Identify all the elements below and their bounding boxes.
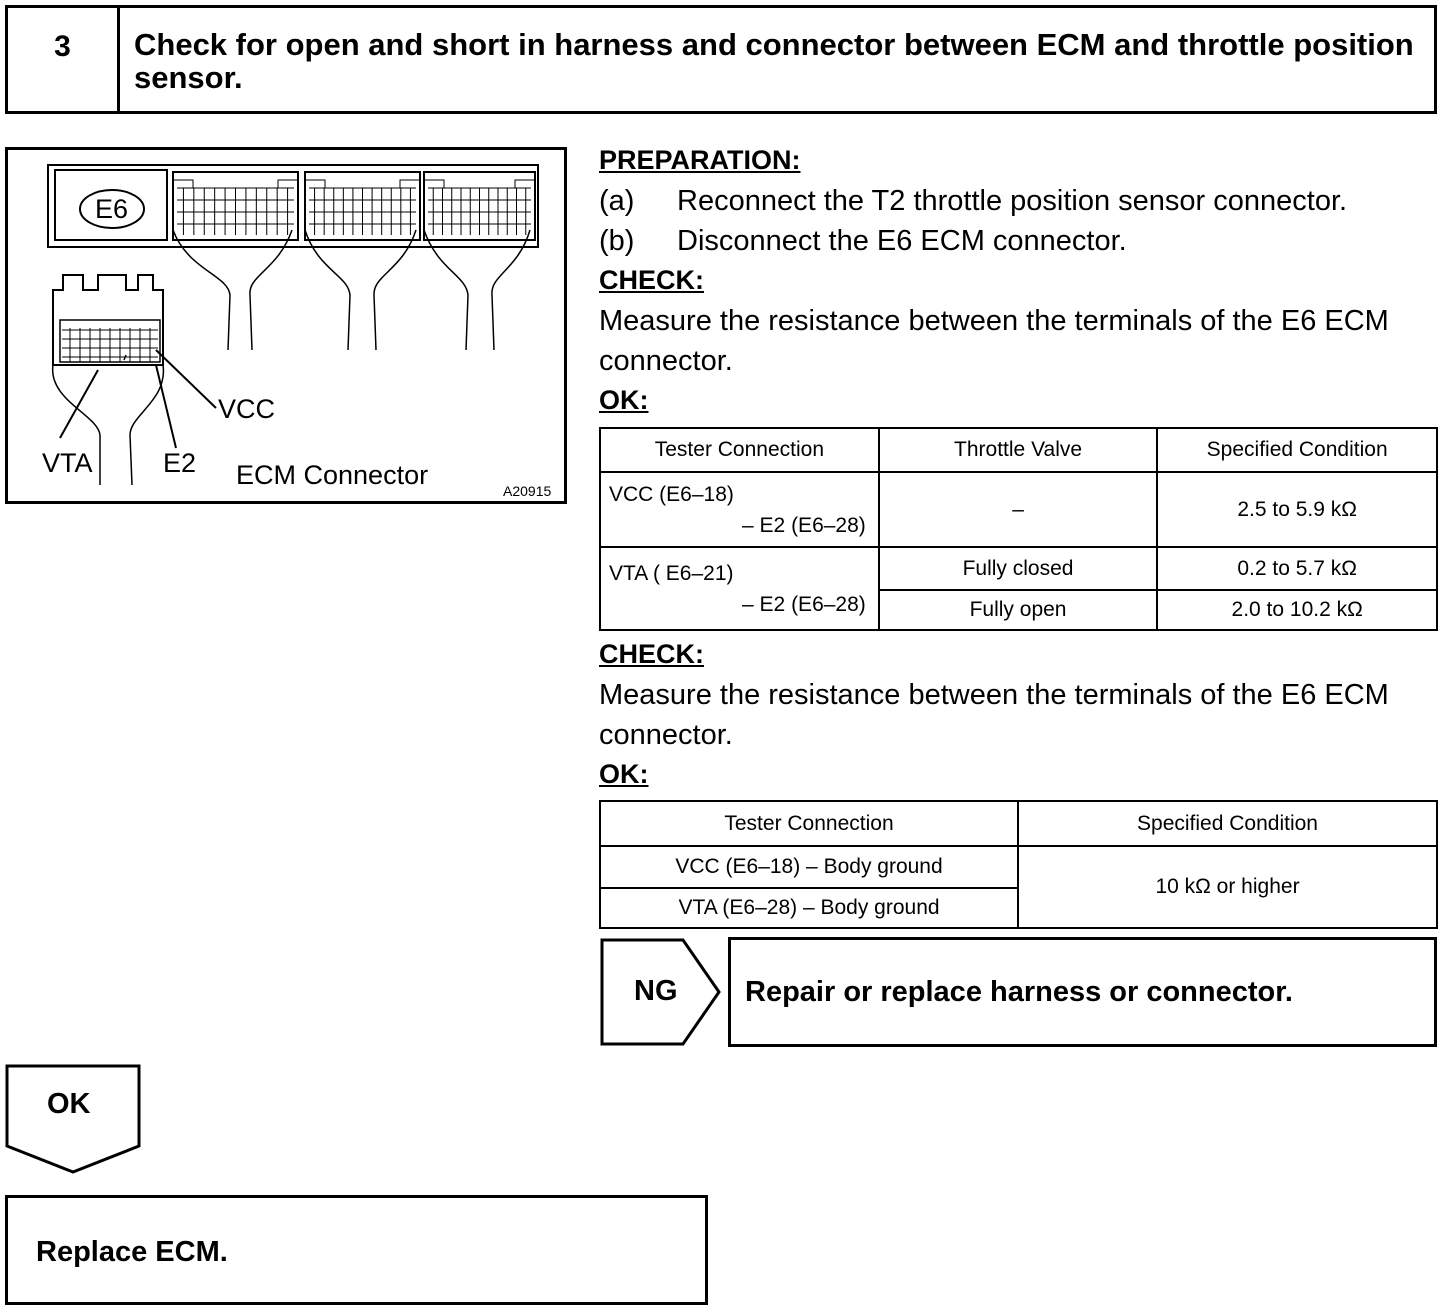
ok-arrow-box bbox=[5, 1064, 142, 1174]
step-title: Check for open and short in harness and connector between ECM and throttle position sensor. bbox=[134, 27, 1414, 95]
figure-id: A20915 bbox=[503, 483, 552, 499]
connector-badge-label: E6 bbox=[95, 194, 129, 224]
connection-from: VTA ( E6–21) bbox=[609, 561, 734, 585]
ok-action-text: Replace ECM. bbox=[36, 1236, 228, 1268]
table-header-cell: Specified Condition bbox=[1157, 428, 1437, 472]
throttle-valve-cell: Fully open bbox=[879, 590, 1158, 630]
vcc-label: VCC bbox=[218, 394, 276, 424]
step-header bbox=[5, 5, 1437, 114]
check1-line2: connector. bbox=[599, 345, 733, 377]
table-row bbox=[600, 846, 1437, 888]
table-header-cell: Tester Connection bbox=[600, 801, 1018, 846]
throttle-valve-cell: Fully closed bbox=[879, 547, 1158, 590]
ok-action-box bbox=[5, 1195, 708, 1305]
connection-to: – E2 (E6–28) bbox=[742, 513, 866, 537]
ecm-connector-caption: ECM Connector bbox=[236, 460, 429, 490]
check1-line1: Measure the resistance between the terminals of the E6 ECM bbox=[599, 305, 1389, 337]
condition-cell: 0.2 to 5.7 kΩ bbox=[1157, 547, 1437, 590]
preparation-step-a bbox=[599, 181, 1347, 221]
resistance-table-2 bbox=[599, 800, 1438, 929]
step-letter: (a) bbox=[599, 185, 635, 217]
table-row bbox=[600, 547, 1437, 590]
connection-from: VCC (E6–18) bbox=[609, 482, 734, 506]
ng-action-text: Repair or replace harness or connector. bbox=[745, 976, 1293, 1008]
table-header-cell: Throttle Valve bbox=[879, 428, 1158, 472]
table-header-cell: Specified Condition bbox=[1018, 801, 1437, 846]
table-row bbox=[600, 472, 1437, 547]
ok-heading-2: OK: bbox=[599, 759, 649, 789]
condition-cell: 10 kΩ or higher bbox=[1018, 846, 1437, 928]
step-letter: (b) bbox=[599, 225, 635, 257]
e2-label: E2 bbox=[163, 448, 197, 478]
vta-label: VTA bbox=[42, 448, 93, 478]
ng-arrow-box bbox=[599, 937, 723, 1047]
check-heading-1: CHECK: bbox=[599, 265, 704, 295]
check2-line2: connector. bbox=[599, 719, 733, 751]
check2-line1: Measure the resistance between the terminals of the E6 ECM bbox=[599, 679, 1389, 711]
table-header-row bbox=[600, 801, 1437, 846]
preparation-heading: PREPARATION: bbox=[599, 145, 801, 175]
step-text: Disconnect the E6 ECM connector. bbox=[677, 225, 1127, 257]
throttle-valve-cell: – bbox=[879, 472, 1158, 547]
step-number: 3 bbox=[8, 8, 120, 111]
ecm-connector-illustration bbox=[5, 147, 567, 504]
ok-label: OK bbox=[47, 1088, 91, 1120]
ng-action-box bbox=[728, 937, 1437, 1047]
ng-label: NG bbox=[634, 975, 678, 1007]
tester-connection-cell bbox=[600, 547, 879, 630]
tester-connection-cell bbox=[600, 472, 879, 547]
ok-heading-1: OK: bbox=[599, 385, 649, 415]
tester-connection-cell: VCC (E6–18) – Body ground bbox=[600, 846, 1018, 888]
condition-cell: 2.5 to 5.9 kΩ bbox=[1157, 472, 1437, 547]
tester-connection-cell: VTA (E6–28) – Body ground bbox=[600, 888, 1018, 928]
preparation-step-b bbox=[599, 221, 1127, 261]
condition-cell: 2.0 to 10.2 kΩ bbox=[1157, 590, 1437, 630]
check-heading-2: CHECK: bbox=[599, 639, 704, 669]
table-header-cell: Tester Connection bbox=[600, 428, 879, 472]
step-text: Reconnect the T2 throttle position sensor connector. bbox=[677, 185, 1348, 217]
connection-to: – E2 (E6–28) bbox=[742, 592, 866, 616]
resistance-table-1 bbox=[599, 427, 1438, 631]
table-header-row bbox=[600, 428, 1437, 472]
